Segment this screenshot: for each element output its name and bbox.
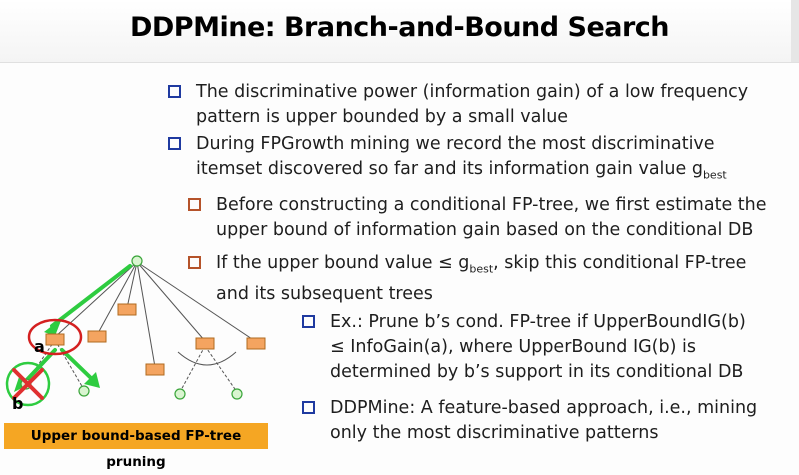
root-node <box>132 256 142 266</box>
pruning-banner: Upper bound-based FP-tree pruning <box>4 423 268 449</box>
leaf-node <box>79 386 89 396</box>
node-a-label: a <box>34 337 45 356</box>
fp-node <box>146 364 164 375</box>
subtree-arc <box>178 352 236 365</box>
slide-title: DDPMine: Branch-and-Bound Search <box>129 12 670 43</box>
search-arrow <box>62 350 93 380</box>
node-b-label: b <box>12 394 24 413</box>
bullet-1-text: The discriminative power (information gain) of a low frequency pattern is upper bounded by a small value <box>196 82 749 127</box>
fp-node <box>247 338 265 349</box>
fp-node <box>88 331 106 342</box>
fp-node <box>196 338 214 349</box>
g-best-subscript: best <box>469 262 494 276</box>
bullet-2-text: During FPGrowth mining we record the most discriminative itemset discovered so far and its information gain value g <box>196 134 715 179</box>
ddpmine-bullet-text: DDPMine: A feature-based approach, i.e., mining only the most discriminative patterns <box>330 398 758 443</box>
sub-bullet-1-text: Before constructing a conditional FP-tree, we first estimate the upper bound of information gain based on the conditional DB <box>216 195 767 240</box>
sub-bullet-2-post: , skip this conditional FP-tree and its subsequent trees <box>216 253 747 304</box>
leaf-node <box>232 389 242 399</box>
sub-bullet-2-pre: If the upper bound value ≤ g <box>216 253 470 273</box>
example-bullet-text: Ex.: Prune b’s cond. FP-tree if UpperBoundIG(b) ≤ InfoGain(a), where UpperBound IG(b) is determined by b’s support in its conditional DB <box>330 312 746 382</box>
leaf-node <box>175 389 185 399</box>
node-a <box>46 334 64 345</box>
g-best-subscript: best <box>702 168 727 182</box>
fp-node <box>118 304 136 315</box>
